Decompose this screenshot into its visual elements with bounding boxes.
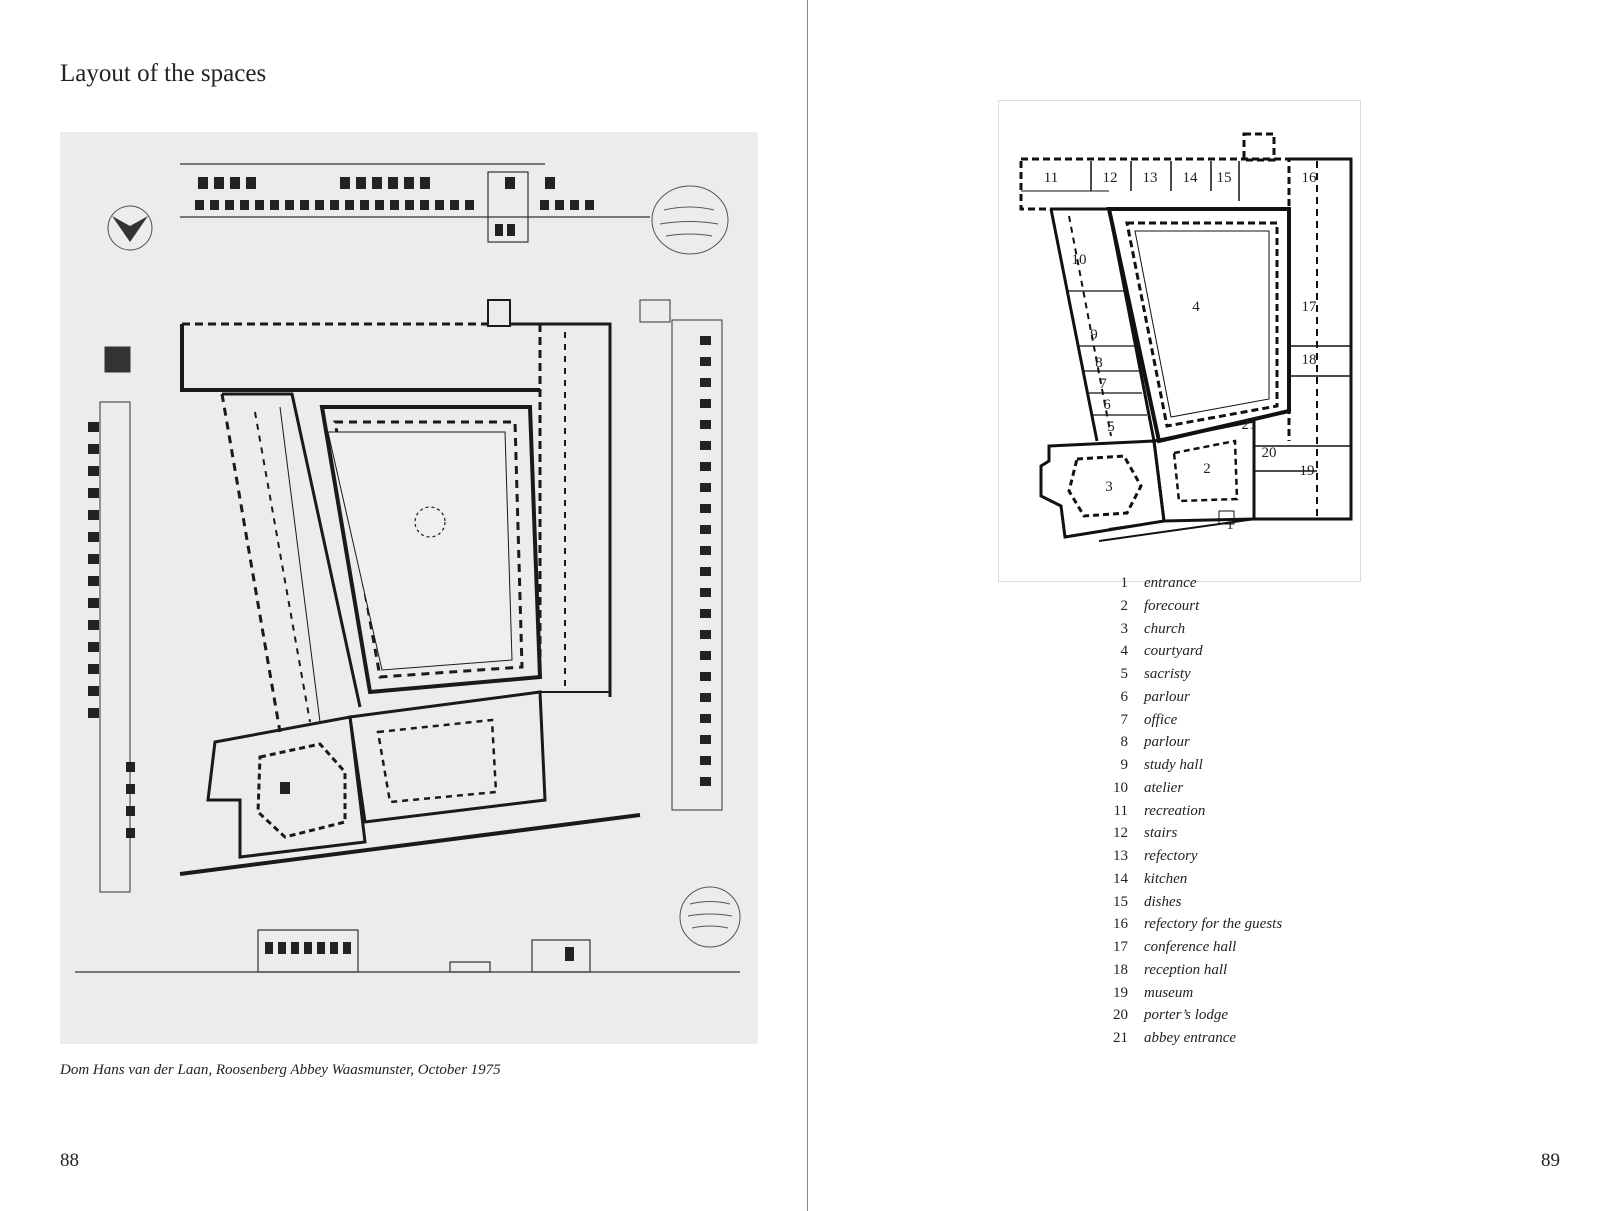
plan-label-16: 16	[1301, 170, 1317, 186]
plan-label-14: 14	[1182, 170, 1198, 186]
legend-item: 8 parlour	[1120, 734, 1190, 751]
legend-item: 21 abbey entrance	[1113, 1030, 1237, 1046]
legend-item: 6 parlour	[1120, 688, 1190, 705]
stamp-annotation-top	[652, 186, 728, 254]
plan-label-19: 19	[1299, 463, 1315, 479]
north-arrow-icon	[108, 206, 152, 250]
legend-item: 13 refectory	[1113, 848, 1198, 864]
hand-drawn-floor-plan	[60, 132, 758, 1044]
legend-item: 11 recreation	[1113, 802, 1206, 819]
west-elevation-sketch	[88, 347, 135, 892]
numbered-floor-plan	[998, 100, 1361, 582]
numbered-plan-svg	[999, 101, 1360, 581]
plan-label-6: 6	[1103, 397, 1111, 413]
legend-item: 16 refectory for the guests	[1113, 916, 1283, 933]
north-elevation-sketch	[180, 164, 650, 242]
legend-item: 17 conference hall	[1113, 939, 1237, 955]
plan-label-13: 13	[1142, 170, 1158, 186]
legend-item: 2 forecourt	[1120, 597, 1200, 614]
main-building-plan	[180, 300, 640, 874]
plan-label-21: 21	[1241, 417, 1257, 433]
plan-label-10: 10	[1071, 252, 1087, 268]
stamp-annotation-bottom	[680, 887, 740, 947]
plan-label-12: 12	[1102, 170, 1118, 186]
right-page	[808, 0, 1600, 1211]
page-number-left: 88	[60, 1150, 79, 1171]
legend-item: 1 entrance	[1120, 575, 1197, 591]
plan-label-17: 17	[1301, 299, 1317, 315]
east-elevation-sketch	[640, 300, 722, 810]
legend-item: 7 office	[1120, 711, 1178, 728]
plan-label-2: 2	[1203, 461, 1211, 477]
legend-item: 4 courtyard	[1120, 643, 1203, 660]
plan-label-7: 7	[1099, 376, 1107, 392]
plan-label-9: 9	[1090, 327, 1098, 343]
figure-caption: Dom Hans van der Laan, Roosenberg Abbey Waasmunster, October 1975	[60, 1062, 501, 1078]
south-elevation-sketch	[75, 930, 740, 972]
legend-item: 10 atelier	[1113, 779, 1184, 796]
plan-label-5: 5	[1107, 419, 1115, 435]
legend-item: 5 sacristy	[1120, 666, 1191, 682]
hand-drawn-plan-svg	[60, 132, 758, 1044]
page-number-right: 89	[1541, 1150, 1560, 1171]
plan-label-8: 8	[1095, 355, 1103, 371]
legend-item: 12 stairs	[1113, 825, 1178, 842]
legend-item: 3 church	[1120, 620, 1186, 637]
room-legend	[1088, 572, 1282, 1050]
legend-item: 19 museum	[1113, 984, 1194, 1001]
legend-item: 20 porter’s lodge	[1113, 1007, 1229, 1024]
plan-label-15: 15	[1216, 170, 1232, 186]
plan-label-20: 20	[1261, 445, 1277, 461]
legend-item: 15 dishes	[1113, 893, 1182, 910]
legend-item: 9 study hall	[1120, 757, 1203, 773]
legend-item: 18 reception hall	[1113, 961, 1228, 978]
plan-label-1: 1	[1226, 517, 1234, 533]
plan-label-4: 4	[1192, 299, 1200, 315]
legend-item: 14 kitchen	[1113, 870, 1188, 887]
plan-label-18: 18	[1301, 352, 1317, 368]
page-title: Layout of the spaces	[60, 60, 267, 87]
plan-label-3: 3	[1105, 479, 1113, 495]
plan-label-11: 11	[1043, 170, 1059, 186]
